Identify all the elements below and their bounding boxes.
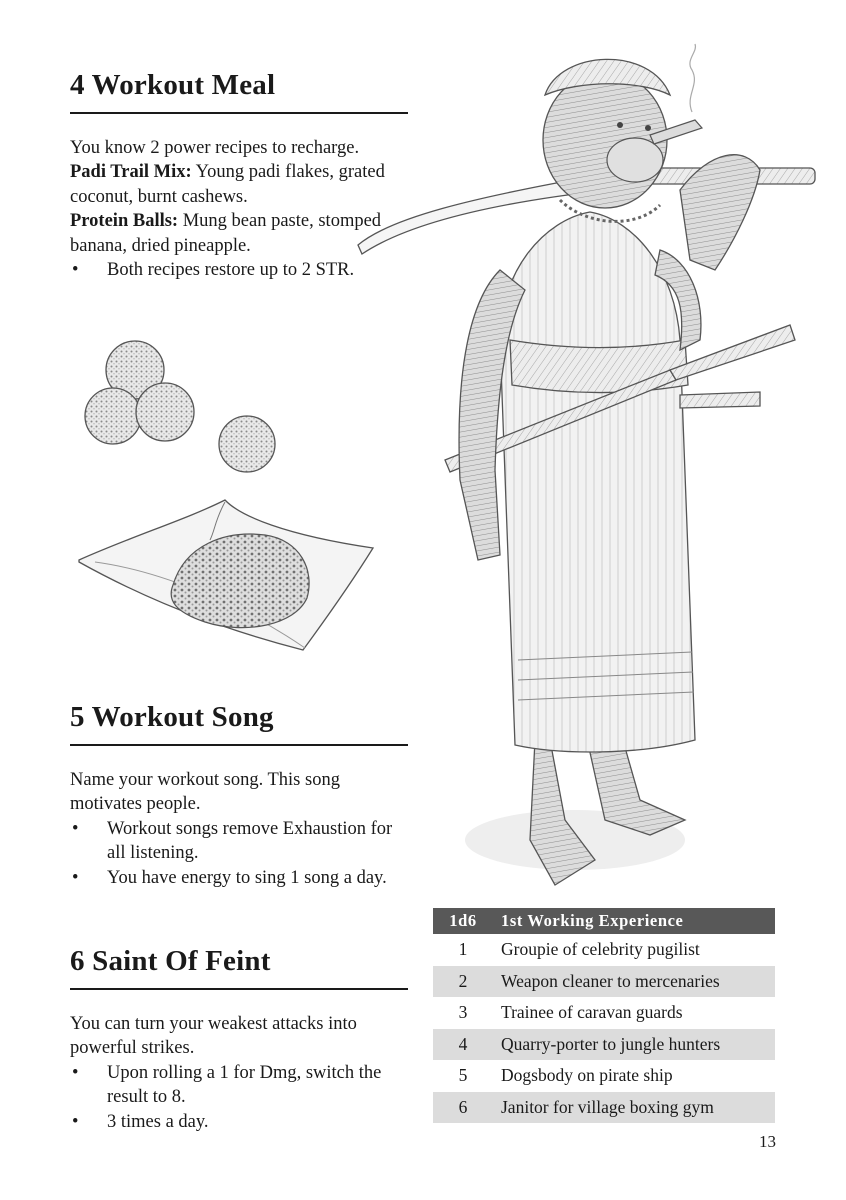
bullet-item: • You have energy to sing 1 song a day. bbox=[70, 866, 408, 891]
bullet-list bbox=[70, 1061, 408, 1135]
section-title: 5 Workout Song bbox=[70, 701, 274, 733]
intro-text: You can turn your weakest attacks into powerful strikes. bbox=[70, 1013, 357, 1059]
section-body bbox=[70, 1012, 408, 1135]
robe bbox=[500, 212, 695, 752]
section-title: 4 Workout Meal bbox=[70, 69, 276, 101]
intro-text: You know 2 power recipes to recharge. bbox=[70, 137, 360, 158]
section-title: 6 Saint Of Feint bbox=[70, 945, 271, 977]
roll-cell: 4 bbox=[433, 1029, 493, 1061]
ape-head bbox=[543, 59, 670, 221]
table-row bbox=[433, 997, 775, 1029]
table-row bbox=[433, 1092, 775, 1124]
trail-mix-on-leaf-drawing bbox=[79, 500, 373, 650]
recipe-ingredients: Young padi flakes, grated coconut, burnt cashews. bbox=[70, 162, 385, 207]
roll-cell: 1 bbox=[458, 939, 468, 960]
recipe-name: Protein Balls: bbox=[70, 211, 179, 232]
experience-cell: Trainee of caravan guards bbox=[501, 1002, 683, 1023]
section-saint-of-feint bbox=[70, 946, 408, 1134]
bullet-item: • Upon rolling a 1 for Dmg, switch the result to 8. bbox=[70, 1061, 408, 1110]
table-header-row bbox=[433, 908, 775, 934]
ape-warrior-illustration bbox=[350, 40, 820, 902]
page-number: 13 bbox=[759, 1132, 776, 1151]
working-experience-table bbox=[433, 908, 775, 1123]
table-row bbox=[433, 1060, 775, 1092]
title-rule bbox=[70, 988, 408, 990]
table-header-title: 1st Working Experience bbox=[493, 908, 775, 934]
bullet-item: • Both recipes restore up to 2 STR. bbox=[70, 258, 408, 283]
intro-text: Name your workout song. This song motivates people. bbox=[70, 769, 340, 815]
table-row bbox=[433, 934, 775, 966]
experience-cell: Groupie of celebrity pugilist bbox=[501, 939, 700, 960]
roll-cell: 2 bbox=[433, 966, 493, 998]
table-header-die: 1d6 bbox=[433, 908, 493, 934]
bullet-item: • 3 times a day. bbox=[70, 1110, 408, 1135]
table-row bbox=[433, 966, 775, 998]
recipe-name: Padi Trail Mix: bbox=[70, 162, 192, 183]
protein-balls-drawing bbox=[85, 341, 275, 472]
roll-cell: 3 bbox=[458, 1002, 468, 1023]
experience-cell: Janitor for village boxing gym bbox=[493, 1092, 775, 1124]
recipe-ingredients: Mung bean paste, stomped banana, dried pineapple. bbox=[70, 211, 382, 256]
table-row bbox=[433, 1029, 775, 1061]
experience-cell: Quarry-porter to jungle hunters bbox=[493, 1029, 775, 1061]
roll-cell: 6 bbox=[433, 1092, 493, 1124]
experience-cell: Weapon cleaner to mercenaries bbox=[493, 966, 775, 998]
food-illustration bbox=[75, 330, 385, 665]
bullet-item: • Workout songs remove Exhaustion for all listening. bbox=[70, 817, 408, 866]
experience-cell: Dogsbody on pirate ship bbox=[501, 1065, 673, 1086]
roll-cell: 5 bbox=[458, 1065, 468, 1086]
